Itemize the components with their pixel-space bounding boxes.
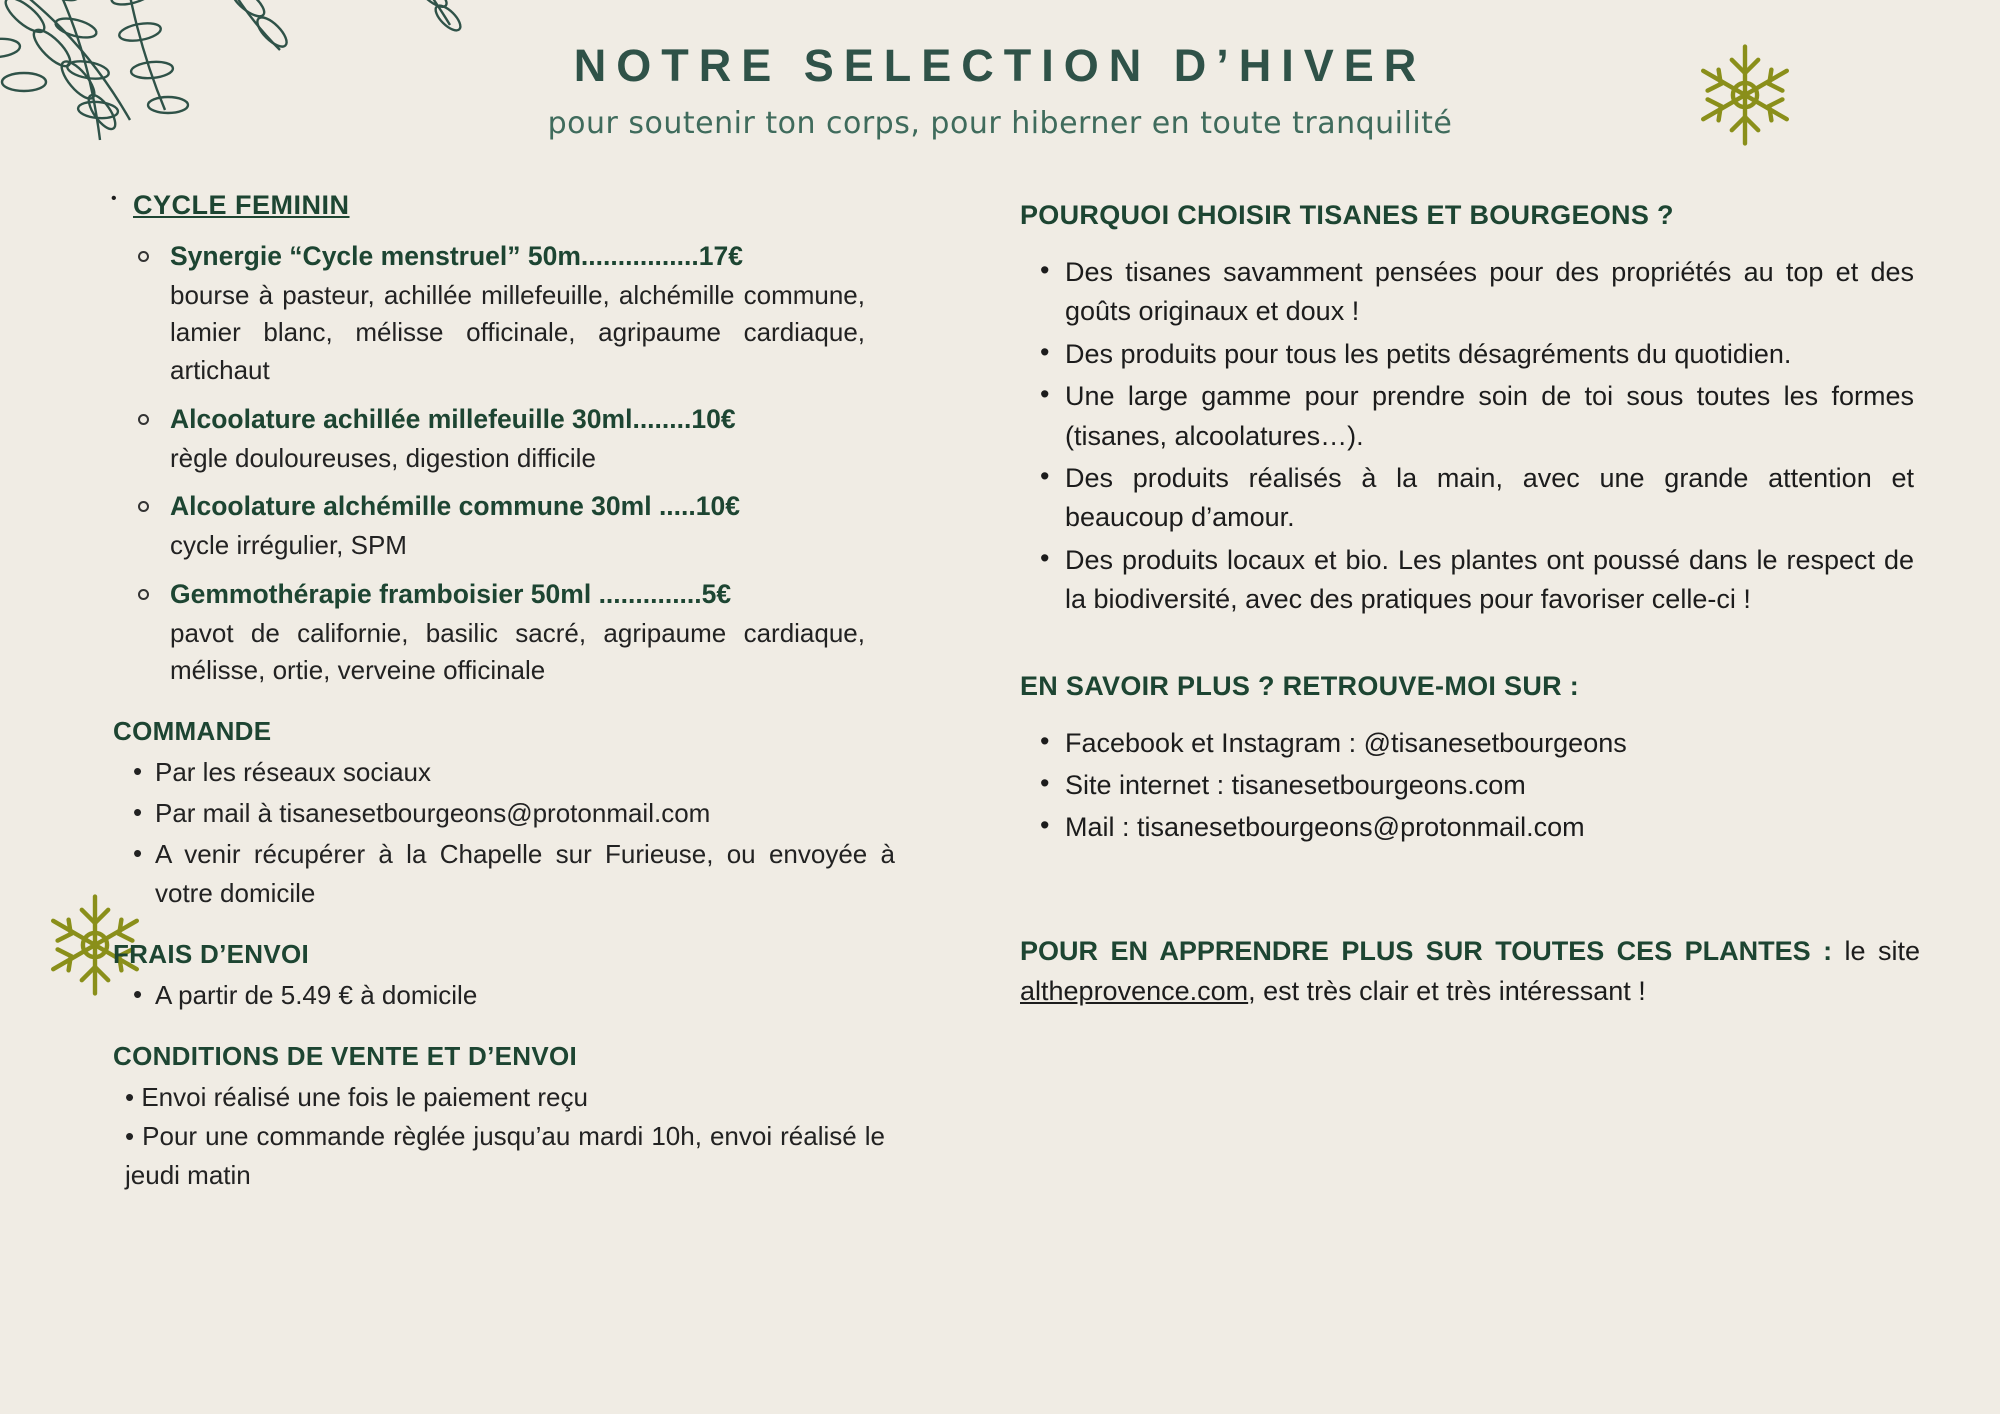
page-subtitle: pour soutenir ton corps, pour hiberner en toute tranquilité: [547, 106, 1453, 141]
list-item: [1040, 335, 1920, 374]
footer-mid: le site: [1832, 935, 1920, 966]
frais-envoi-list: [95, 976, 995, 1015]
list-item: [170, 577, 995, 690]
commande-list: [95, 753, 995, 913]
product-name: Gemmothérapie framboisier 50ml ..............5€: [170, 578, 732, 609]
list-item: [133, 976, 995, 1015]
bullet-icon: •: [1040, 379, 1050, 410]
list-item: [125, 1078, 995, 1117]
website-label: Site internet : tisanesetbourgeons.com: [1065, 770, 1526, 801]
list-item[interactable]: [1040, 724, 1920, 763]
footer-lead: POUR EN APPRENDRE PLUS SUR TOUTES CES PLANTES :: [1020, 935, 1833, 966]
product-description: bourse à pasteur, achillée millefeuille, alchémille commune, lamier blanc, mélisse officinale, agripaume cardiaque, artichaut: [170, 279, 865, 386]
bullet-icon: •: [1040, 768, 1050, 799]
list-item: [170, 489, 995, 564]
circle-bullet-icon: [138, 251, 149, 262]
list-item-label: A partir de 5.49 € à domicile: [155, 979, 478, 1010]
althe-provence-link[interactable]: altheprovence.com: [1020, 976, 1249, 1007]
bullet-icon: •: [1040, 336, 1050, 367]
list-item-label: Une large gamme pour prendre soin de toi sous toutes les formes (tisanes, alcoolatures…).: [1065, 381, 1914, 451]
circle-bullet-icon: [138, 501, 149, 512]
email-label: Mail : tisanesetbourgeons@protonmail.com: [1065, 812, 1585, 843]
section-frais-envoi-title: FRAIS D’ENVOI: [113, 938, 310, 969]
footer-tail: , est très clair et très intéressant !: [1248, 976, 1646, 1007]
list-item-label: A venir récupérer à la Chapelle sur Furieuse, ou envoyée à votre domicile: [155, 838, 895, 908]
bullet-icon: •: [133, 755, 143, 786]
left-column: [95, 190, 995, 1195]
bullet-icon: •: [125, 1120, 135, 1151]
bullet-icon: •: [1040, 255, 1050, 285]
right-column: [1020, 200, 1920, 1012]
list-item: [170, 239, 995, 390]
social-handle-label: Facebook et Instagram : @tisanesetbourgeons: [1065, 727, 1627, 758]
list-item: [133, 753, 995, 792]
bullet-icon: •: [1040, 810, 1050, 841]
list-item: [1040, 541, 1920, 620]
list-item-label: Des produits réalisés à la main, avec une grande attention et beaucoup d’amour.: [1065, 463, 1914, 533]
section-en-savoir-plus-title: EN SAVOIR PLUS ? RETROUVE-MOI SUR :: [1020, 670, 1580, 701]
list-item[interactable]: [1040, 808, 1920, 847]
section-commande-title: COMMANDE: [113, 715, 272, 746]
list-item: [1040, 459, 1920, 538]
product-list: [170, 239, 995, 690]
bullet-icon: •: [1040, 725, 1050, 756]
list-item-label: Pour une commande règlée jusqu’au mardi 10h, envoi réalisé le jeudi matin: [125, 1120, 885, 1190]
bullet-icon: •: [133, 837, 143, 868]
product-name: Alcoolature achillée millefeuille 30ml........10€: [170, 403, 736, 434]
list-item-label: Par les réseaux sociaux: [155, 756, 432, 787]
list-item-label: Des tisanes savamment pensées pour des propriétés au top et des goûts originaux et doux !: [1065, 257, 1914, 327]
section-pourquoi-title: POURQUOI CHOISIR TISANES ET BOURGEONS ?: [1020, 200, 1674, 230]
bullet-icon: •: [111, 190, 117, 207]
product-description: règle douloureuses, digestion difficile: [170, 442, 596, 473]
circle-bullet-icon: [138, 589, 149, 600]
list-item-label: Envoi réalisé une fois le paiement reçu: [141, 1081, 588, 1112]
pourquoi-list: [1020, 253, 1920, 620]
list-item-label: Par mail à tisanesetbourgeons@protonmail.com: [155, 797, 711, 828]
list-item: [133, 794, 995, 833]
page-title: NOTRE SELECTION D’HIVER: [573, 40, 1427, 91]
page-header: [0, 40, 2000, 141]
bullet-icon: •: [125, 1081, 135, 1112]
section-conditions-title: CONDITIONS DE VENTE ET D’ENVOI: [113, 1040, 578, 1071]
list-item: [1040, 377, 1920, 456]
list-item: [133, 835, 995, 913]
list-item: [1040, 253, 1920, 332]
list-item: [125, 1117, 995, 1195]
list-item-label: Des produits locaux et bio. Les plantes ont poussé dans le respect de la biodiversité, avec des pratiques pour favoriser celle-ci !: [1065, 544, 1914, 615]
contact-list: [1020, 724, 1920, 848]
bullet-icon: •: [1040, 542, 1050, 573]
product-description: cycle irrégulier, SPM: [170, 530, 407, 561]
list-item-label: Des produits pour tous les petits désagréments du quotidien.: [1065, 338, 1792, 369]
bullet-icon: •: [133, 796, 143, 827]
circle-bullet-icon: [138, 414, 149, 425]
section-cycle-feminin-title: CYCLE FEMININ: [133, 190, 350, 220]
conditions-list: [95, 1078, 995, 1195]
product-description: pavot de californie, basilic sacré, agripaume cardiaque, mélisse, ortie, verveine officinale: [170, 617, 865, 686]
list-item: [170, 402, 995, 477]
product-name: Alcoolature alchémille commune 30ml .....10€: [170, 491, 740, 522]
cycle-feminin-heading-row: [111, 190, 995, 229]
bullet-icon: •: [133, 978, 143, 1009]
list-item[interactable]: [1040, 766, 1920, 805]
bullet-icon: •: [1040, 461, 1050, 492]
footer-note: [1020, 931, 1920, 1012]
product-name: Synergie “Cycle menstruel” 50m................17€: [170, 241, 743, 271]
